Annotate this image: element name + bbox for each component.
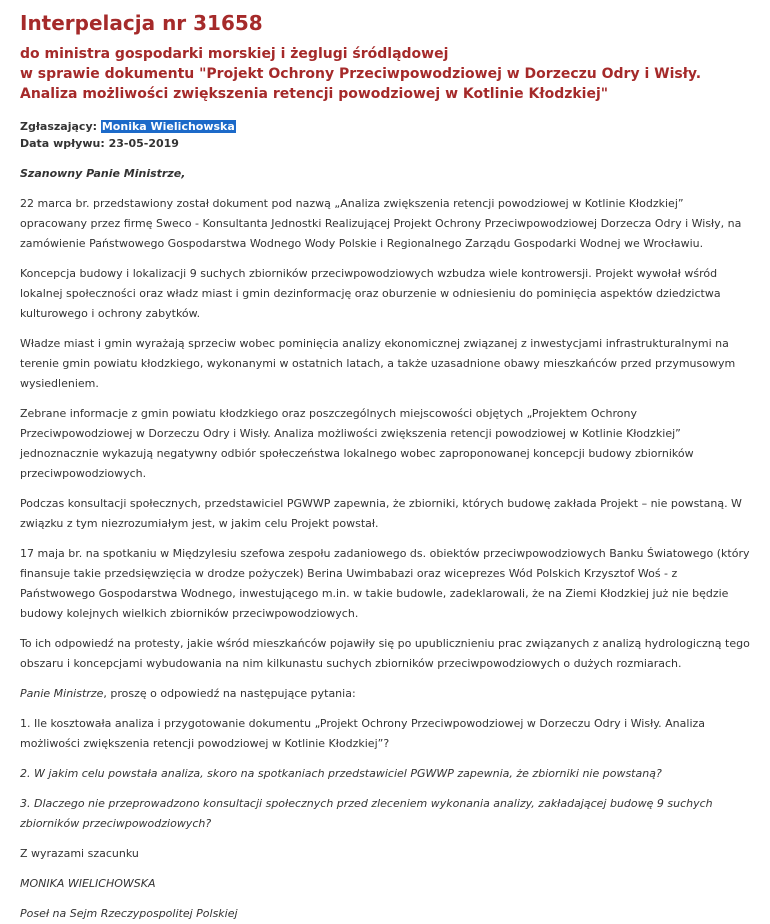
submission-meta [20,118,750,152]
position: Poseł na Sejm Rzeczypospolitej Polskiej [20,907,238,920]
submitter-label: Zgłaszający: [20,120,98,133]
paragraph: Władze miast i gmin wyrażają sprzeciw wobec pominięcia analizy ekonomicznej związanej z inwestycjami infrastrukturalnymi na terenie gmin powiatu kłodzkiego, wykonanymi w ostatnich latach, a także uzasadnione obawy mieszkańców przed przymusowym wysiedleniem. [20,337,736,390]
questions-intro-text: , proszę o odpowiedź na następujące pytania: [103,687,356,700]
signature: MONIKA WIELICHOWSKA [20,877,156,890]
closing: Z wyrazami szacunku [20,847,139,860]
subject-heading: w sprawie dokumentu "Projekt Ochrony Przeciwpowodziowej w Dorzeczu Odry i Wisły. Analiza możliwości zwiększenia retencji powodziowej w Kotlinie Kłodzkiej" [20,66,702,102]
minister-address: Panie Ministrze [20,687,104,700]
date-row [20,135,750,152]
greeting: Szanowny Panie Ministrze, [20,167,186,180]
addressee-heading: do ministra gospodarki morskiej i żeglugi śródlądowej [20,46,449,62]
paragraph: Koncepcja budowy i lokalizacji 9 suchych zbiorników przeciwpowodziowych wzbudza wiele kontrowersji. Projekt wywołał wśród lokalnej społeczności oraz władz miast i gmin dezinformację oraz oburzenie w odniesieniu do pominięcia aspektów dziedzictwa kulturowego i ochrony zabytków. [20,267,721,320]
page-title: Interpelacja nr 31658 [20,11,263,35]
submitter-row [20,118,750,135]
date-value: 23-05-2019 [108,137,179,150]
paragraph: 22 marca br. przedstawiony został dokument pod nazwą „Analiza zwiększenia retencji powodziowej w Kotlinie Kłodzkiej” opracowany przez firmę Sweco - Konsultanta Jednostki Realizującej Projekt Ochrony Przeciwpowodziowej Dorzecza Odry i Wisły, na zamówienie Państwowego Gospodarstwa Wodnego Wody Polskie i Regionalnego Zarządu Gospodarki Wodnej we Wrocławiu. [20,197,742,250]
date-label: Data wpływu: [20,137,105,150]
submitter-name-selected[interactable]: Monika Wielichowska [101,120,235,133]
paragraph: Podczas konsultacji społecznych, przedstawiciel PGWWP zapewnia, że zbiorniki, których budowę zakłada Projekt – nie powstaną. W związku z tym niezrozumiałym jest, w jakim celu Projekt powstał. [20,497,742,530]
questions-intro [20,684,750,704]
question-2: 2. W jakim celu powstała analiza, skoro na spotkaniach przedstawiciel PGWWP zapewnia, że zbiorniki nie powstaną? [20,767,662,780]
paragraph: Zebrane informacje z gmin powiatu kłodzkiego oraz poszczególnych miejscowości objętych „Projektem Ochrony Przeciwpowodziowej w Dorzeczu Odry i Wisły. Analiza możliwości zwiększenia retencji powodziowej w Kotlinie Kłodzkiej” jednoznacznie wykazują negatywny odbiór społeczeństwa lokalnego wobec zaproponowanej koncepcji budowy zbiorników przeciwpowodziowych. [20,407,694,480]
paragraph: To ich odpowiedź na protesty, jakie wśród mieszkańców pojawiły się po upublicznieniu prac związanych z analizą hydrologiczną tego obszaru i koncepcjami wybudowania na nim kilkunastu suchych zbiorników przeciwpowodziowych o dużych rozmiarach. [20,637,750,670]
question-3: 3. Dlaczego nie przeprowadzono konsultacji społecznych przed zleceniem wykonania analizy, zakładającej budowę 9 suchych zbiorników przeciwpowodziowych? [20,797,713,830]
question-1: 1. Ile kosztowała analiza i przygotowanie dokumentu „Projekt Ochrony Przeciwpowodziowej w Dorzeczu Odry i Wisły. Analiza możliwości zwiększenia retencji powodziowej w Kotlinie Kłodzkiej”? [20,717,706,750]
letter-body [20,164,750,924]
paragraph: 17 maja br. na spotkaniu w Międzylesiu szefowa zespołu zadaniowego ds. obiektów przeciwpowodziowych Banku Światowego (który finansuje takie przedsięwzięcia w drodze pożyczek) Berina Uwimbabazi oraz wiceprezes Wód Polskich Krzysztof Woś - z Państwowego Gospodarstwa Wodnego, inwestującego m.in. w takie budowle, zadeklarowali, że na Ziemi Kłodzkiej już nie będzie budowy kolejnych wielkich zbiorników przeciwpowodziowych. [20,547,750,620]
